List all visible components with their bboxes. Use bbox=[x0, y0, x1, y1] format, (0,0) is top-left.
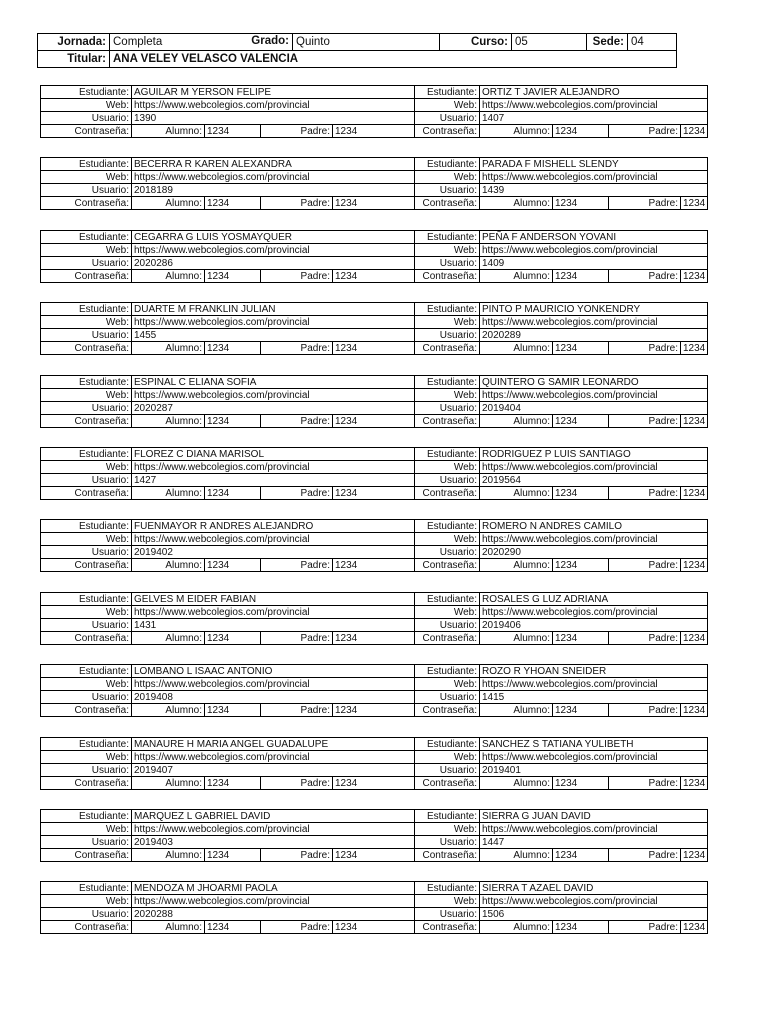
alumno-password: 1234 bbox=[552, 196, 609, 210]
usuario-value: 1455 bbox=[131, 328, 415, 342]
student-name: SANCHEZ S TATIANA YULIBETH bbox=[479, 737, 708, 751]
web-url: https://www.webcolegios.com/provincial bbox=[131, 677, 415, 691]
usuario-value: 2019403 bbox=[131, 835, 415, 849]
padre-password: 1234 bbox=[332, 196, 415, 210]
alumno-label: Alumno: bbox=[479, 848, 552, 862]
usuario-label: Usuario: bbox=[40, 763, 131, 777]
student-name: ROZO R YHOAN SNEIDER bbox=[479, 664, 708, 678]
padre-password: 1234 bbox=[680, 486, 708, 500]
usuario-label: Usuario: bbox=[415, 907, 479, 921]
alumno-label: Alumno: bbox=[131, 848, 204, 862]
padre-label: Padre: bbox=[261, 776, 332, 790]
usuario-value: 2019564 bbox=[479, 473, 708, 487]
usuario-label: Usuario: bbox=[40, 618, 131, 632]
web-label: Web: bbox=[415, 605, 479, 619]
alumno-label: Alumno: bbox=[479, 196, 552, 210]
padre-password: 1234 bbox=[680, 414, 708, 428]
web-label: Web: bbox=[415, 894, 479, 908]
student-name: ESPINAL C ELIANA SOFIA bbox=[131, 375, 415, 389]
student-name: PINTO P MAURICIO YONKENDRY bbox=[479, 302, 708, 316]
contrasena-label: Contraseña: bbox=[415, 631, 479, 645]
contrasena-label: Contraseña: bbox=[40, 196, 131, 210]
web-label: Web: bbox=[40, 243, 131, 257]
padre-password: 1234 bbox=[680, 631, 708, 645]
alumno-label: Alumno: bbox=[479, 124, 552, 138]
alumno-label: Alumno: bbox=[131, 703, 204, 717]
usuario-value: 1407 bbox=[479, 111, 708, 125]
estudiante-label: Estudiante: bbox=[415, 447, 479, 461]
estudiante-label: Estudiante: bbox=[415, 881, 479, 895]
alumno-password: 1234 bbox=[204, 703, 261, 717]
alumno-password: 1234 bbox=[552, 341, 609, 355]
contrasena-label: Contraseña: bbox=[415, 486, 479, 500]
alumno-password: 1234 bbox=[552, 414, 609, 428]
padre-password: 1234 bbox=[332, 269, 415, 283]
web-label: Web: bbox=[40, 170, 131, 184]
estudiante-label: Estudiante: bbox=[415, 737, 479, 751]
estudiante-label: Estudiante: bbox=[40, 230, 131, 244]
sede-label: Sede: bbox=[586, 33, 628, 51]
padre-password: 1234 bbox=[332, 631, 415, 645]
alumno-label: Alumno: bbox=[479, 558, 552, 572]
usuario-value: 2020286 bbox=[131, 256, 415, 270]
estudiante-label: Estudiante: bbox=[40, 157, 131, 171]
contrasena-label: Contraseña: bbox=[415, 124, 479, 138]
padre-label: Padre: bbox=[261, 486, 332, 500]
usuario-label: Usuario: bbox=[40, 907, 131, 921]
padre-password: 1234 bbox=[680, 776, 708, 790]
usuario-label: Usuario: bbox=[40, 835, 131, 849]
web-url: https://www.webcolegios.com/provincial bbox=[479, 677, 708, 691]
usuario-value: 1390 bbox=[131, 111, 415, 125]
usuario-value: 2019402 bbox=[131, 545, 415, 559]
student-name: FUENMAYOR R ANDRES ALEJANDRO bbox=[131, 519, 415, 533]
estudiante-label: Estudiante: bbox=[40, 85, 131, 99]
web-url: https://www.webcolegios.com/provincial bbox=[479, 605, 708, 619]
web-url: https://www.webcolegios.com/provincial bbox=[479, 532, 708, 546]
web-label: Web: bbox=[40, 822, 131, 836]
student-name: PEÑA F ANDERSON YOVANI bbox=[479, 230, 708, 244]
web-url: https://www.webcolegios.com/provincial bbox=[479, 388, 708, 402]
web-url: https://www.webcolegios.com/provincial bbox=[479, 243, 708, 257]
curso-value: 05 bbox=[511, 33, 587, 51]
padre-label: Padre: bbox=[609, 341, 680, 355]
usuario-value: 2019401 bbox=[479, 763, 708, 777]
estudiante-label: Estudiante: bbox=[415, 230, 479, 244]
estudiante-label: Estudiante: bbox=[415, 85, 479, 99]
contrasena-label: Contraseña: bbox=[40, 124, 131, 138]
estudiante-label: Estudiante: bbox=[40, 302, 131, 316]
contrasena-label: Contraseña: bbox=[40, 341, 131, 355]
usuario-label: Usuario: bbox=[415, 328, 479, 342]
estudiante-label: Estudiante: bbox=[40, 809, 131, 823]
alumno-label: Alumno: bbox=[131, 341, 204, 355]
alumno-password: 1234 bbox=[552, 848, 609, 862]
student-name: SIERRA T AZAEL DAVID bbox=[479, 881, 708, 895]
contrasena-label: Contraseña: bbox=[415, 341, 479, 355]
alumno-password: 1234 bbox=[204, 486, 261, 500]
alumno-password: 1234 bbox=[204, 414, 261, 428]
web-label: Web: bbox=[415, 98, 479, 112]
student-name: ROMERO N ANDRES CAMILO bbox=[479, 519, 708, 533]
padre-label: Padre: bbox=[261, 703, 332, 717]
estudiante-label: Estudiante: bbox=[415, 809, 479, 823]
estudiante-label: Estudiante: bbox=[40, 664, 131, 678]
alumno-label: Alumno: bbox=[131, 414, 204, 428]
alumno-password: 1234 bbox=[204, 558, 261, 572]
contrasena-label: Contraseña: bbox=[40, 631, 131, 645]
padre-label: Padre: bbox=[609, 920, 680, 934]
web-url: https://www.webcolegios.com/provincial bbox=[131, 460, 415, 474]
usuario-value: 1415 bbox=[479, 690, 708, 704]
padre-label: Padre: bbox=[261, 558, 332, 572]
web-label: Web: bbox=[40, 605, 131, 619]
contrasena-label: Contraseña: bbox=[40, 848, 131, 862]
web-url: https://www.webcolegios.com/provincial bbox=[131, 750, 415, 764]
padre-label: Padre: bbox=[609, 196, 680, 210]
web-label: Web: bbox=[40, 532, 131, 546]
contrasena-label: Contraseña: bbox=[415, 414, 479, 428]
usuario-label: Usuario: bbox=[40, 473, 131, 487]
student-name: DUARTE M FRANKLIN JULIAN bbox=[131, 302, 415, 316]
grado-value: Quinto bbox=[292, 33, 440, 51]
web-url: https://www.webcolegios.com/provincial bbox=[479, 822, 708, 836]
alumno-label: Alumno: bbox=[131, 486, 204, 500]
contrasena-label: Contraseña: bbox=[40, 558, 131, 572]
padre-label: Padre: bbox=[609, 558, 680, 572]
contrasena-label: Contraseña: bbox=[415, 848, 479, 862]
alumno-label: Alumno: bbox=[479, 269, 552, 283]
titular-label: Titular: bbox=[37, 50, 110, 68]
estudiante-label: Estudiante: bbox=[40, 375, 131, 389]
alumno-password: 1234 bbox=[552, 920, 609, 934]
student-name: ORTIZ T JAVIER ALEJANDRO bbox=[479, 85, 708, 99]
contrasena-label: Contraseña: bbox=[415, 703, 479, 717]
student-name: GELVES M EIDER FABIAN bbox=[131, 592, 415, 606]
student-name: SIERRA G JUAN DAVID bbox=[479, 809, 708, 823]
padre-password: 1234 bbox=[680, 848, 708, 862]
usuario-label: Usuario: bbox=[40, 401, 131, 415]
padre-label: Padre: bbox=[261, 920, 332, 934]
padre-password: 1234 bbox=[332, 124, 415, 138]
web-label: Web: bbox=[415, 750, 479, 764]
web-label: Web: bbox=[415, 532, 479, 546]
student-name: MARQUEZ L GABRIEL DAVID bbox=[131, 809, 415, 823]
student-name: PARADA F MISHELL SLENDY bbox=[479, 157, 708, 171]
usuario-label: Usuario: bbox=[40, 690, 131, 704]
estudiante-label: Estudiante: bbox=[40, 519, 131, 533]
web-url: https://www.webcolegios.com/provincial bbox=[479, 750, 708, 764]
alumno-label: Alumno: bbox=[131, 776, 204, 790]
padre-label: Padre: bbox=[261, 848, 332, 862]
estudiante-label: Estudiante: bbox=[40, 881, 131, 895]
alumno-password: 1234 bbox=[552, 486, 609, 500]
web-url: https://www.webcolegios.com/provincial bbox=[131, 605, 415, 619]
usuario-value: 2020289 bbox=[479, 328, 708, 342]
padre-password: 1234 bbox=[680, 920, 708, 934]
estudiante-label: Estudiante: bbox=[40, 447, 131, 461]
padre-label: Padre: bbox=[261, 196, 332, 210]
usuario-value: 2018189 bbox=[131, 183, 415, 197]
contrasena-label: Contraseña: bbox=[40, 269, 131, 283]
alumno-password: 1234 bbox=[552, 558, 609, 572]
alumno-password: 1234 bbox=[204, 631, 261, 645]
usuario-label: Usuario: bbox=[415, 473, 479, 487]
web-url: https://www.webcolegios.com/provincial bbox=[131, 894, 415, 908]
web-url: https://www.webcolegios.com/provincial bbox=[131, 243, 415, 257]
alumno-label: Alumno: bbox=[479, 341, 552, 355]
web-url: https://www.webcolegios.com/provincial bbox=[479, 894, 708, 908]
contrasena-label: Contraseña: bbox=[40, 920, 131, 934]
student-name: LOMBANO L ISAAC ANTONIO bbox=[131, 664, 415, 678]
estudiante-label: Estudiante: bbox=[415, 375, 479, 389]
usuario-label: Usuario: bbox=[415, 111, 479, 125]
padre-label: Padre: bbox=[609, 124, 680, 138]
alumno-password: 1234 bbox=[204, 920, 261, 934]
alumno-password: 1234 bbox=[552, 124, 609, 138]
student-name: MENDOZA M JHOARMI PAOLA bbox=[131, 881, 415, 895]
alumno-label: Alumno: bbox=[479, 703, 552, 717]
web-url: https://www.webcolegios.com/provincial bbox=[131, 315, 415, 329]
padre-label: Padre: bbox=[609, 269, 680, 283]
alumno-label: Alumno: bbox=[479, 920, 552, 934]
student-name: BECERRA R KAREN ALEXANDRA bbox=[131, 157, 415, 171]
usuario-value: 2019408 bbox=[131, 690, 415, 704]
web-label: Web: bbox=[40, 98, 131, 112]
usuario-label: Usuario: bbox=[415, 183, 479, 197]
padre-label: Padre: bbox=[609, 776, 680, 790]
student-name: MANAURE H MARIA ANGEL GUADALUPE bbox=[131, 737, 415, 751]
alumno-label: Alumno: bbox=[131, 920, 204, 934]
web-label: Web: bbox=[40, 388, 131, 402]
padre-label: Padre: bbox=[261, 414, 332, 428]
student-name: ROSALES G LUZ ADRIANA bbox=[479, 592, 708, 606]
alumno-label: Alumno: bbox=[479, 776, 552, 790]
jornada-value: Completa bbox=[109, 33, 293, 51]
usuario-value: 1409 bbox=[479, 256, 708, 270]
padre-label: Padre: bbox=[609, 703, 680, 717]
web-label: Web: bbox=[415, 388, 479, 402]
web-url: https://www.webcolegios.com/provincial bbox=[479, 98, 708, 112]
web-label: Web: bbox=[415, 460, 479, 474]
alumno-password: 1234 bbox=[552, 631, 609, 645]
estudiante-label: Estudiante: bbox=[415, 157, 479, 171]
estudiante-label: Estudiante: bbox=[40, 737, 131, 751]
estudiante-label: Estudiante: bbox=[40, 592, 131, 606]
padre-password: 1234 bbox=[332, 486, 415, 500]
web-label: Web: bbox=[40, 315, 131, 329]
web-label: Web: bbox=[40, 677, 131, 691]
padre-label: Padre: bbox=[609, 486, 680, 500]
usuario-label: Usuario: bbox=[415, 690, 479, 704]
usuario-value: 2019406 bbox=[479, 618, 708, 632]
usuario-value: 2020287 bbox=[131, 401, 415, 415]
contrasena-label: Contraseña: bbox=[40, 414, 131, 428]
padre-password: 1234 bbox=[332, 558, 415, 572]
alumno-label: Alumno: bbox=[131, 196, 204, 210]
web-label: Web: bbox=[415, 822, 479, 836]
estudiante-label: Estudiante: bbox=[415, 592, 479, 606]
alumno-password: 1234 bbox=[204, 196, 261, 210]
jornada-label: Jornada: bbox=[37, 33, 110, 51]
usuario-label: Usuario: bbox=[415, 545, 479, 559]
usuario-label: Usuario: bbox=[415, 256, 479, 270]
web-url: https://www.webcolegios.com/provincial bbox=[131, 170, 415, 184]
padre-label: Padre: bbox=[609, 848, 680, 862]
curso-label: Curso: bbox=[439, 33, 512, 51]
web-label: Web: bbox=[415, 677, 479, 691]
padre-password: 1234 bbox=[680, 558, 708, 572]
usuario-value: 1427 bbox=[131, 473, 415, 487]
contrasena-label: Contraseña: bbox=[40, 486, 131, 500]
web-url: https://www.webcolegios.com/provincial bbox=[479, 315, 708, 329]
contrasena-label: Contraseña: bbox=[40, 703, 131, 717]
usuario-label: Usuario: bbox=[415, 835, 479, 849]
alumno-label: Alumno: bbox=[479, 414, 552, 428]
padre-label: Padre: bbox=[261, 124, 332, 138]
usuario-value: 1506 bbox=[479, 907, 708, 921]
usuario-value: 2020290 bbox=[479, 545, 708, 559]
student-name: QUINTERO G SAMIR LEONARDO bbox=[479, 375, 708, 389]
web-url: https://www.webcolegios.com/provincial bbox=[479, 460, 708, 474]
alumno-label: Alumno: bbox=[131, 558, 204, 572]
web-label: Web: bbox=[40, 750, 131, 764]
alumno-label: Alumno: bbox=[131, 124, 204, 138]
padre-password: 1234 bbox=[680, 341, 708, 355]
usuario-label: Usuario: bbox=[40, 328, 131, 342]
usuario-label: Usuario: bbox=[415, 763, 479, 777]
web-url: https://www.webcolegios.com/provincial bbox=[131, 822, 415, 836]
web-label: Web: bbox=[40, 460, 131, 474]
web-label: Web: bbox=[415, 243, 479, 257]
alumno-label: Alumno: bbox=[479, 486, 552, 500]
header-overlay bbox=[37, 33, 677, 67]
alumno-password: 1234 bbox=[204, 341, 261, 355]
usuario-value: 1439 bbox=[479, 183, 708, 197]
padre-password: 1234 bbox=[680, 703, 708, 717]
contrasena-label: Contraseña: bbox=[40, 776, 131, 790]
padre-password: 1234 bbox=[680, 196, 708, 210]
web-label: Web: bbox=[40, 894, 131, 908]
usuario-value: 2019407 bbox=[131, 763, 415, 777]
padre-label: Padre: bbox=[609, 631, 680, 645]
usuario-value: 1447 bbox=[479, 835, 708, 849]
padre-password: 1234 bbox=[332, 920, 415, 934]
alumno-label: Alumno: bbox=[131, 269, 204, 283]
contrasena-label: Contraseña: bbox=[415, 269, 479, 283]
usuario-label: Usuario: bbox=[40, 183, 131, 197]
estudiante-label: Estudiante: bbox=[415, 302, 479, 316]
estudiante-label: Estudiante: bbox=[415, 519, 479, 533]
alumno-label: Alumno: bbox=[131, 631, 204, 645]
usuario-label: Usuario: bbox=[40, 545, 131, 559]
grado-label: Grado: bbox=[251, 35, 289, 47]
padre-password: 1234 bbox=[332, 848, 415, 862]
usuario-label: Usuario: bbox=[40, 256, 131, 270]
titular-value: ANA VELEY VELASCO VALENCIA bbox=[109, 50, 677, 68]
usuario-label: Usuario: bbox=[415, 401, 479, 415]
alumno-password: 1234 bbox=[552, 269, 609, 283]
estudiante-label: Estudiante: bbox=[415, 664, 479, 678]
usuario-label: Usuario: bbox=[40, 111, 131, 125]
usuario-label: Usuario: bbox=[415, 618, 479, 632]
alumno-password: 1234 bbox=[204, 848, 261, 862]
web-label: Web: bbox=[415, 315, 479, 329]
contrasena-label: Contraseña: bbox=[415, 558, 479, 572]
student-name: FLOREZ C DIANA MARISOL bbox=[131, 447, 415, 461]
padre-password: 1234 bbox=[332, 414, 415, 428]
alumno-password: 1234 bbox=[552, 776, 609, 790]
alumno-password: 1234 bbox=[552, 703, 609, 717]
padre-password: 1234 bbox=[332, 341, 415, 355]
padre-password: 1234 bbox=[332, 776, 415, 790]
sede-value: 04 bbox=[627, 33, 677, 51]
alumno-password: 1234 bbox=[204, 269, 261, 283]
usuario-value: 2019404 bbox=[479, 401, 708, 415]
padre-password: 1234 bbox=[332, 703, 415, 717]
padre-label: Padre: bbox=[609, 414, 680, 428]
padre-password: 1234 bbox=[680, 124, 708, 138]
student-name: CEGARRA G LUIS YOSMAYQUER bbox=[131, 230, 415, 244]
web-url: https://www.webcolegios.com/provincial bbox=[131, 532, 415, 546]
student-name: AGUILAR M YERSON FELIPE bbox=[131, 85, 415, 99]
padre-label: Padre: bbox=[261, 269, 332, 283]
padre-password: 1234 bbox=[680, 269, 708, 283]
alumno-password: 1234 bbox=[204, 776, 261, 790]
student-name: RODRIGUEZ P LUIS SANTIAGO bbox=[479, 447, 708, 461]
contrasena-label: Contraseña: bbox=[415, 920, 479, 934]
web-url: https://www.webcolegios.com/provincial bbox=[131, 388, 415, 402]
web-url: https://www.webcolegios.com/provincial bbox=[131, 98, 415, 112]
padre-label: Padre: bbox=[261, 341, 332, 355]
alumno-password: 1234 bbox=[204, 124, 261, 138]
padre-label: Padre: bbox=[261, 631, 332, 645]
web-label: Web: bbox=[415, 170, 479, 184]
web-url: https://www.webcolegios.com/provincial bbox=[479, 170, 708, 184]
usuario-value: 2020288 bbox=[131, 907, 415, 921]
alumno-label: Alumno: bbox=[479, 631, 552, 645]
contrasena-label: Contraseña: bbox=[415, 776, 479, 790]
contrasena-label: Contraseña: bbox=[415, 196, 479, 210]
usuario-value: 1431 bbox=[131, 618, 415, 632]
